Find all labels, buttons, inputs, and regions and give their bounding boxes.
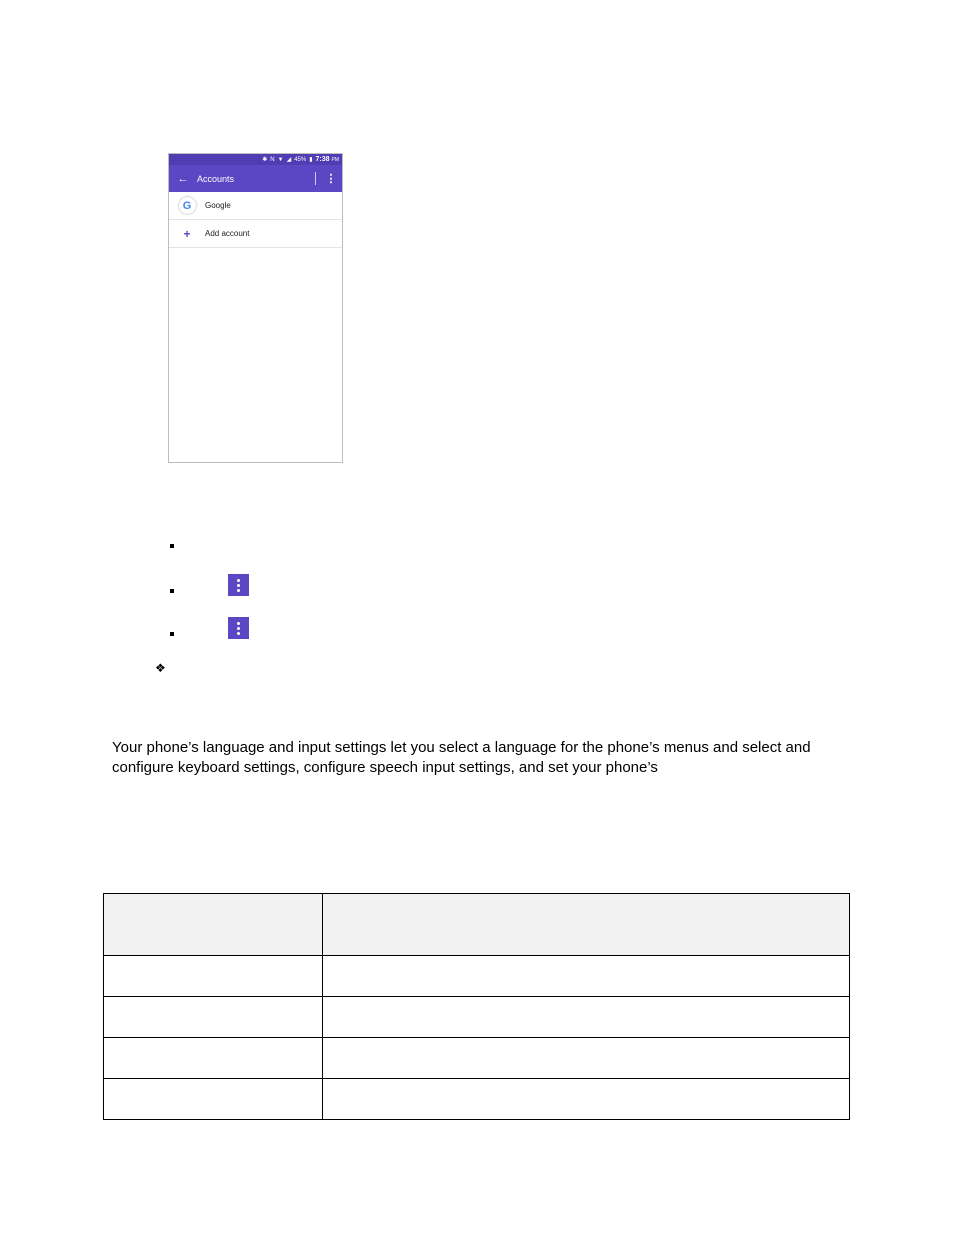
diamond-bullet-icon: ❖ xyxy=(155,661,166,675)
more-options-icon[interactable]: ⋮ xyxy=(325,173,337,185)
table-row xyxy=(104,956,850,997)
table-cell xyxy=(323,956,850,997)
table-cell xyxy=(104,956,323,997)
square-bullet-icon xyxy=(170,589,174,593)
account-item-google[interactable] xyxy=(169,192,342,220)
add-account-button[interactable] xyxy=(169,220,342,248)
table-header-cell xyxy=(323,894,850,956)
toolbar-divider xyxy=(315,172,316,185)
table-row xyxy=(104,1079,850,1120)
back-arrow-icon[interactable]: ← xyxy=(177,172,189,185)
signal-icon: ◢ xyxy=(286,157,292,163)
table-header-cell xyxy=(104,894,323,956)
table-cell xyxy=(323,997,850,1038)
language-input-paragraph: Your phone’s language and input settings let you select a language for the phone’s menus and select and configure keyboard settings, configure speech input settings, and set your phone’s xyxy=(112,739,811,776)
square-bullet-icon xyxy=(170,632,174,636)
app-toolbar xyxy=(169,165,342,192)
settings-table xyxy=(103,893,850,1120)
google-logo-icon: G xyxy=(179,197,196,214)
table-cell xyxy=(323,1079,850,1120)
menu-dots-icon xyxy=(228,617,249,639)
table-cell xyxy=(104,997,323,1038)
table-cell xyxy=(104,1079,323,1120)
table-header-row xyxy=(104,894,850,956)
bluetooth-icon: ✱ xyxy=(262,157,268,163)
add-account-label: Add account xyxy=(205,229,250,238)
table-cell xyxy=(104,1038,323,1079)
status-bar xyxy=(169,154,342,165)
table-row xyxy=(104,997,850,1038)
toolbar-title: Accounts xyxy=(197,173,235,184)
table-row xyxy=(104,1038,850,1079)
wifi-icon: ▼ xyxy=(277,156,284,163)
status-time: 7:38 PM xyxy=(315,156,339,163)
battery-icon: ▮ xyxy=(309,157,313,163)
square-bullet-icon xyxy=(170,544,174,548)
accounts-screenshot xyxy=(168,153,343,463)
account-label: Google xyxy=(205,201,231,210)
menu-dots-icon xyxy=(228,574,249,596)
table-cell xyxy=(323,1038,850,1079)
nfc-icon: N xyxy=(270,156,275,163)
battery-percent: 45% xyxy=(294,156,307,163)
plus-icon: + xyxy=(183,226,191,241)
